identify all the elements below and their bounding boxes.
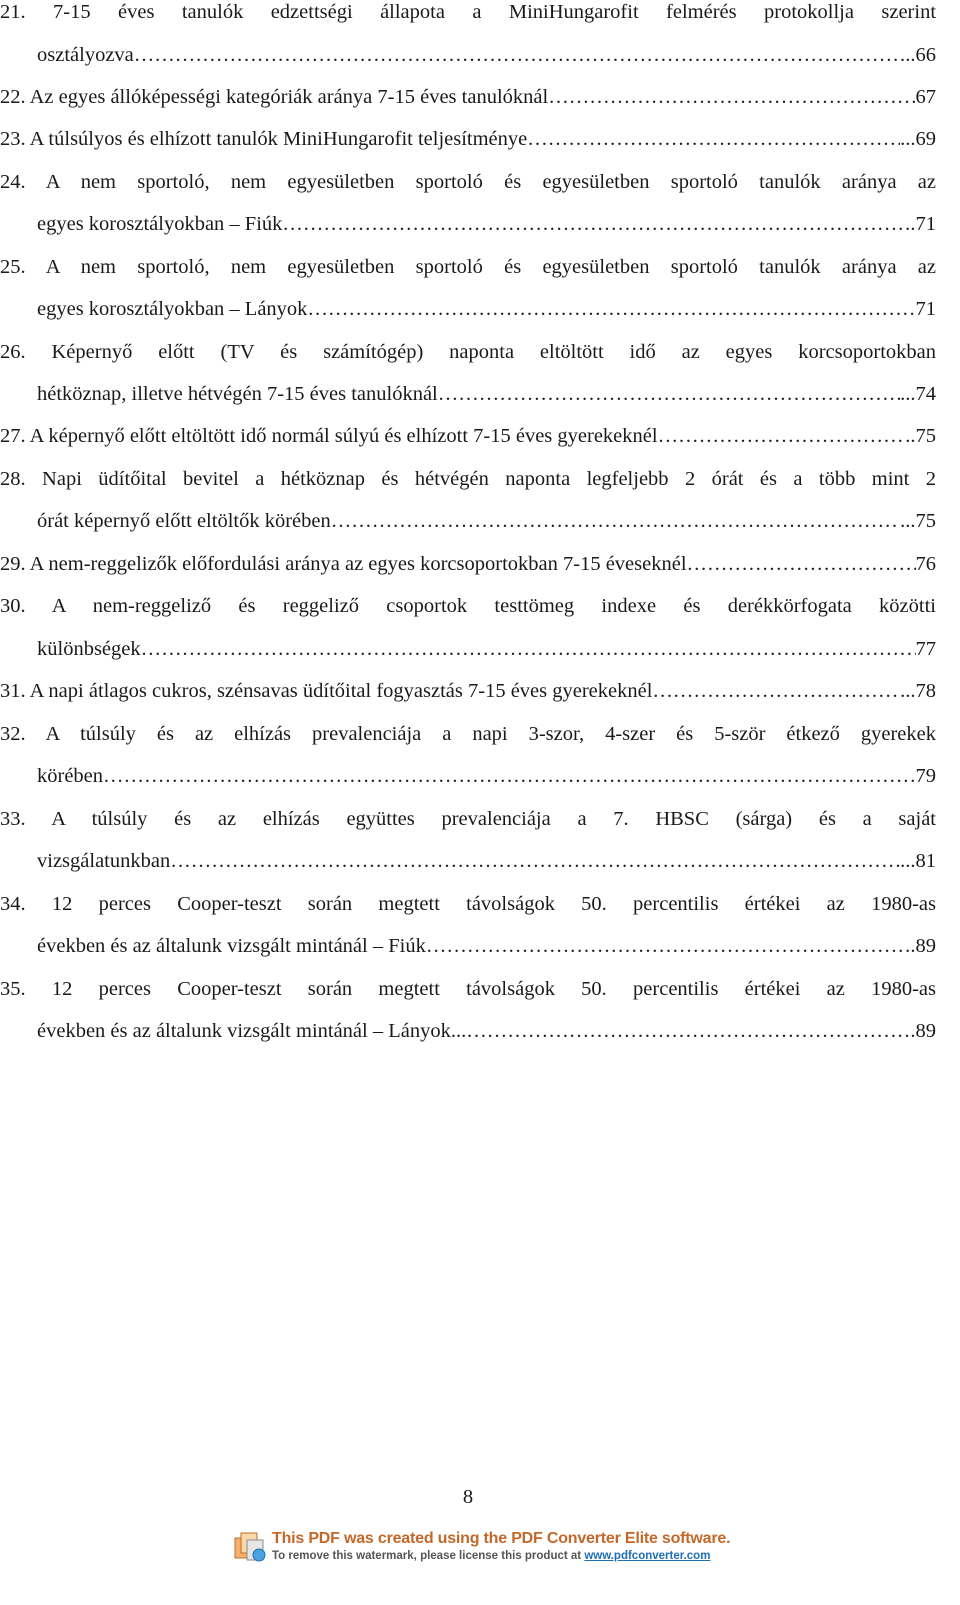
toc-entry-31: 31. A napi átlagos cukros, szénsavas üdítőital fogyasztás 7-15 éves gyerekeknél ………………………………………………………………………………………………………………………………………………………… ...78 (0, 676, 936, 706)
page-ref: .71 (910, 213, 936, 235)
leader-dots (103, 761, 915, 791)
page-ref: 71 (915, 298, 936, 320)
toc-entry-21-line2: osztályozva ………………………………………………………………………………………………………………………………………………………… ..66 (37, 40, 936, 70)
toc-entry-32-line2: körében ………………………………………………………………………………………………………………………………………………………… 79 (37, 761, 936, 791)
toc-entry-26-line1: 26. Képernyő előtt (TV és számítógép) naponta eltöltött idő az egyes korcsoportokban (0, 341, 936, 363)
page-ref: ...74 (900, 383, 936, 405)
toc-entry-28-line1: 28. Napi üdítőital bevitel a hétköznap és hétvégén naponta legfeljebb 2 órát és a több mint 2 (0, 468, 936, 490)
page-ref: .89 (910, 935, 936, 957)
leader-dots (466, 1016, 910, 1046)
leader-dots (282, 209, 910, 239)
toc-entry-33-line2: vizsgálatunkban ………………………………………………………………………………………………………………………………………………………… ...81 (37, 846, 936, 876)
toc-entry-30-line2: különbségek ………………………………………………………………………………………………………………………………………………………… 77 (37, 634, 936, 664)
page-ref: ..66 (905, 44, 936, 66)
toc-entry-27: 27. A képernyő előtt eltöltött idő normál súlyú és elhízott 7-15 éves gyerekeknél ………………………………………………………………………………………………………………………………………………………… ..75 (0, 421, 936, 451)
toc-entry-25-line1: 25. A nem sportoló, nem egyesületben sportoló és egyesületben sportoló tanulók aránya az (0, 256, 936, 278)
toc-entry-25-line2: egyes korosztályokban – Lányok ………………………………………………………………………………………………………………………………………………………… 71 (37, 294, 936, 324)
pdf-converter-logo-icon (232, 1528, 268, 1564)
toc-entry-28-line2: órát képernyő előtt eltöltők körében ………………………………………………………………………………………………………………………………………………………… ...75 (37, 506, 936, 536)
page-ref: ...69 (900, 128, 936, 150)
page-ref: ..75 (905, 425, 936, 447)
leader-dots (652, 676, 900, 706)
pdf-converter-watermark (232, 1528, 732, 1568)
page-ref: ...81 (900, 850, 936, 872)
toc-entry-26-line2: hétköznap, illetve hétvégén 7-15 éves tanulóknál ………………………………………………………………………………………………………………………………………………………… ...74 (37, 379, 936, 409)
watermark-subtitle: To remove this watermark, please license this product at www.pdfconverter.com (272, 1550, 711, 1562)
toc-entry-21-line1: 21. 7-15 éves tanulók edzettségi állapota a MiniHungarofit felmérés protokollja szerint (0, 1, 936, 23)
toc-entry-34-line2: években és az általunk vizsgált mintánál – Fiúk ………………………………………………………………………………………………………………………………………………………… .89 (37, 931, 936, 961)
toc-entry-35-line2: években és az általunk vizsgált mintánál – Lányok... ………………………………………………………………………………………………………………………………………………………… .89 (37, 1016, 936, 1046)
toc-entry-23: 23. A túlsúlyos és elhízott tanulók MiniHungarofit teljesítménye ………………………………………………………………………………………………………………………………………………………… ...69 (0, 124, 936, 154)
watermark-link[interactable]: www.pdfconverter.com (584, 1550, 711, 1562)
leader-dots (687, 549, 916, 579)
page-ref: 76 (915, 553, 936, 575)
leader-dots (438, 379, 900, 409)
toc-entry-35-line1: 35. 12 perces Cooper-teszt során megtett távolságok 50. percentilis értékei az 1980-as (0, 978, 936, 1000)
toc-entry-24-line1: 24. A nem sportoló, nem egyesületben sportoló és egyesületben sportoló tanulók aránya az (0, 171, 936, 193)
leader-dots (170, 846, 900, 876)
leader-dots (658, 421, 906, 451)
page-ref: ...78 (900, 680, 936, 702)
toc-entry-34-line1: 34. 12 perces Cooper-teszt során megtett távolságok 50. percentilis értékei az 1980-as (0, 893, 936, 915)
page-ref: 77 (915, 638, 936, 660)
leader-dots (527, 124, 900, 154)
toc-entry-33-line1: 33. A túlsúly és az elhízás együttes prevalenciája a 7. HBSC (sárga) és a saját (0, 808, 936, 830)
leader-dots (141, 634, 916, 664)
toc-entry-24-line2: egyes korosztályokban – Fiúk ………………………………………………………………………………………………………………………………………………………… .71 (37, 209, 936, 239)
page-number: 8 (462, 1486, 474, 1508)
leader-dots (548, 82, 915, 112)
toc-entry-30-line1: 30. A nem-reggeliző és reggeliző csoportok testtömeg indexe és derékkörfogata közötti (0, 595, 936, 617)
leader-dots (426, 931, 911, 961)
leader-dots (134, 40, 905, 70)
toc-entry-29: 29. A nem-reggelizők előfordulási aránya az egyes korcsoportokban 7-15 éveseknél ………………………………………………………………………………………………………………………………………………………… 76 (0, 549, 936, 579)
page-ref: 79 (915, 765, 936, 787)
leader-dots (331, 506, 900, 536)
toc-entry-32-line1: 32. A túlsúly és az elhízás prevalenciája a napi 3-szor, 4-szer és 5-ször étkező gyerekek (0, 723, 936, 745)
leader-dots (307, 294, 915, 324)
page-ref: ...75 (900, 510, 936, 532)
page-ref: 67 (915, 86, 936, 108)
page-ref: .89 (910, 1020, 936, 1042)
toc-entry-22: 22. Az egyes állóképességi kategóriák aránya 7-15 éves tanulóknál ………………………………………………………………………………………………………………………………………………………… 67 (0, 82, 936, 112)
watermark-title: This PDF was created using the PDF Converter Elite software. (272, 1530, 731, 1547)
